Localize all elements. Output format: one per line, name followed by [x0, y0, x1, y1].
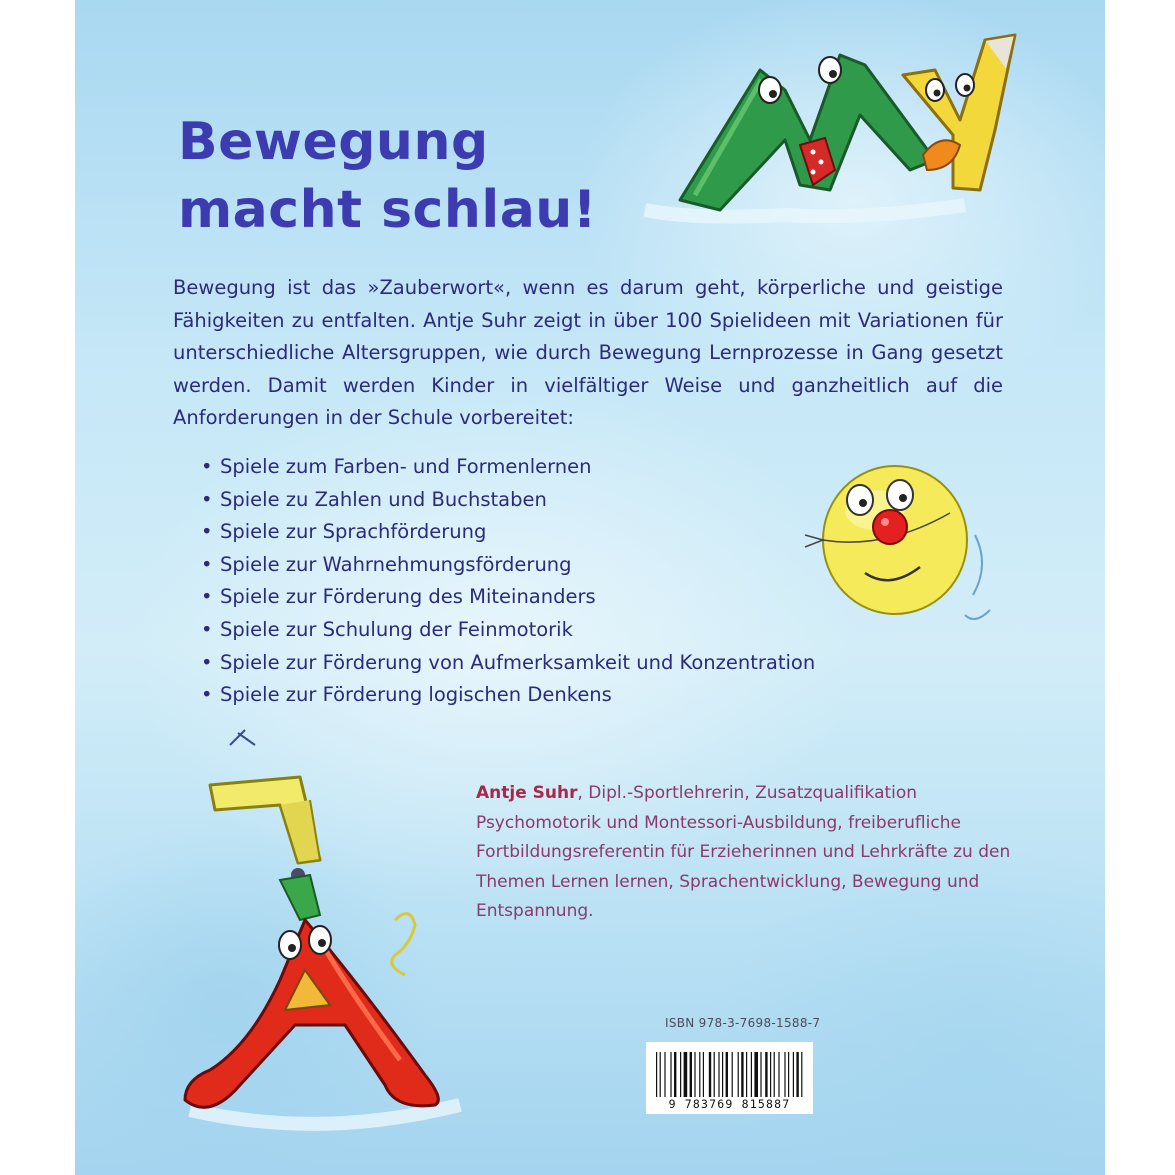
list-item-text: Spiele zur Förderung logischen Denkens [220, 683, 612, 707]
barcode-bar [746, 1052, 747, 1097]
author-bio-text: , Dipl.-Sportlehrerin, Zusatzqualifikation Psychomotorik und Montessori-Ausbildung, freiberufliche Fortbildungsreferentin für Erzieherinnen und Lehrkräfte zu den Themen Lernen lernen, Sprachentwicklung, Bewegung und Entspannung. [476, 783, 1011, 921]
barcode-bar [664, 1052, 665, 1097]
list-item-text: Spiele zur Förderung von Aufmerksamkeit und Konzentration [220, 650, 816, 674]
list-item [201, 484, 815, 517]
barcode-bar [751, 1052, 752, 1097]
title-line-2: macht schlau! [178, 180, 598, 240]
seven-and-a-characters-icon [170, 725, 510, 1155]
barcode-bar [670, 1052, 671, 1097]
list-item [201, 647, 815, 680]
list-item [201, 549, 815, 582]
barcode-bar [801, 1052, 802, 1097]
barcode-bar [656, 1052, 657, 1097]
barcode-bar [703, 1052, 704, 1097]
barcode-bar [709, 1052, 711, 1097]
bullet-dot: • [201, 487, 213, 511]
barcode-bar [684, 1052, 688, 1097]
barcode-bar [760, 1052, 761, 1097]
list-item-text: Spiele zu Zahlen und Buchstaben [220, 487, 547, 511]
barcode-bar [674, 1052, 676, 1097]
barcode-bar [774, 1052, 775, 1097]
author-name: Antje Suhr [476, 783, 578, 803]
barcode-bar [770, 1052, 771, 1097]
author-bio [476, 779, 1016, 927]
bullet-dot: • [201, 683, 213, 707]
barcode-digits: 9 783769 815887 [668, 1097, 791, 1111]
bullet-list [201, 451, 815, 712]
list-item [201, 614, 815, 647]
barcode-bar [722, 1052, 723, 1097]
bullet-dot: • [201, 455, 213, 478]
letter-my-characters-icon [635, 20, 1035, 250]
bullet-dot: • [201, 520, 213, 544]
list-item [201, 516, 815, 549]
number-seven-character-icon [210, 777, 320, 882]
barcode-bar [765, 1052, 767, 1097]
bullet-dot: • [201, 552, 213, 576]
barcode-bar [694, 1052, 695, 1097]
barcode-bar [714, 1052, 715, 1097]
barcode-bar [754, 1052, 758, 1097]
intro-paragraph: Bewegung ist das »Zauberwort«, wenn es darum geht, körperliche und geistige Fähigkeiten zu entfalten. Antje Suhr zeigt in über 100 Spielideen mit Variationen für unterschiedliche Altersgruppen, wie durch Bewegung Lernprozesse in Gang gesetzt werden. Damit werden Kinder in vielfältiger Weise und ganzheitlich auf die Anforderungen in der Schule vorbereitet: [173, 276, 1003, 430]
barcode-bar [726, 1052, 728, 1097]
list-item [201, 679, 815, 712]
barcode-bar [788, 1052, 789, 1097]
bullet-dot: • [201, 585, 213, 609]
list-item [201, 581, 815, 614]
title-line-1: Bewegung [178, 112, 489, 172]
barcode-bar [699, 1052, 700, 1097]
isbn-number: ISBN 978-3-7698-1588-7 [665, 1016, 821, 1030]
barcode-bar [796, 1052, 798, 1097]
barcode-bar [784, 1052, 785, 1097]
barcode-bar [778, 1052, 779, 1097]
barcode-bar [738, 1052, 739, 1097]
list-item-text: Spiele zur Sprachförderung [220, 520, 487, 544]
barcode-bar [690, 1052, 692, 1097]
barcode-bar [741, 1052, 743, 1097]
barcode-bar [680, 1052, 681, 1097]
barcode-bar [660, 1052, 661, 1097]
barcode-bar [718, 1052, 719, 1097]
book-back-cover [75, 0, 1105, 1175]
list-item-text: Spiele zur Wahrnehmungsförderung [220, 552, 572, 576]
list-item-text: Spiele zur Förderung des Miteinanders [220, 585, 596, 609]
barcode-bar [793, 1052, 794, 1097]
list-item-text: Spiele zur Schulung der Feinmotorik [220, 617, 573, 641]
letter-m-character-icon [680, 55, 935, 210]
book-title [178, 108, 597, 244]
list-item-text: Spiele zum Farben- und Formenlernen [220, 455, 592, 478]
letter-a-character-icon [185, 875, 438, 1107]
barcode-bar [732, 1052, 733, 1097]
bullet-dot: • [201, 617, 213, 641]
bullet-dot: • [201, 650, 213, 674]
list-item [201, 451, 815, 484]
barcode [646, 1042, 813, 1114]
